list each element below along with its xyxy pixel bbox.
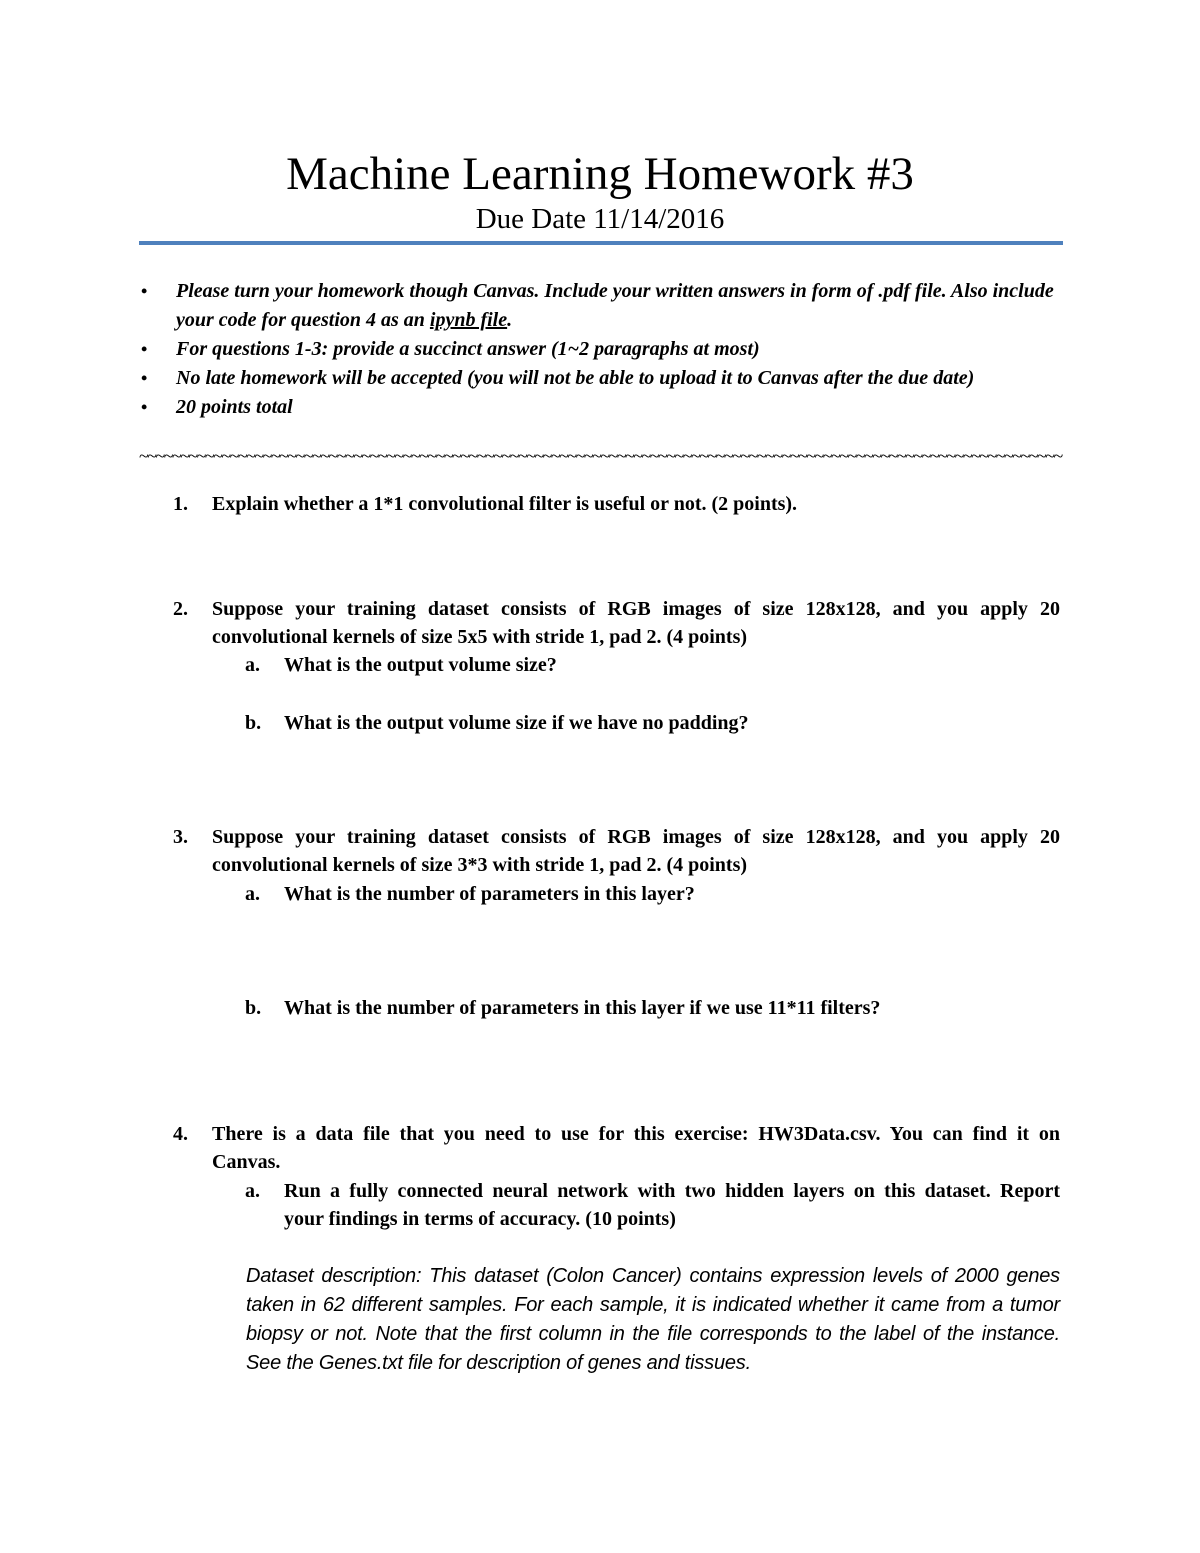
subquestion-text: What is the number of parameters in this layer? <box>284 883 695 905</box>
instruction-text: Please turn your homework though Canvas. Include your written answers in form of .pdf file. Also include your code for question 4 as an <box>176 280 1054 331</box>
page-title: Machine Learning Homework #3 <box>286 148 914 200</box>
subquestion-text: What is the number of parameters in this layer if we use 11*11 filters? <box>284 997 881 1019</box>
question-number: 4. <box>173 1123 188 1145</box>
ipynb-file-link[interactable]: ipynb file <box>429 309 508 331</box>
subquestion-label: b. <box>245 997 262 1019</box>
title-divider <box>139 241 1063 245</box>
question-text-line2: convolutional kernels of size 3*3 with stride 1, pad 2. (4 points) <box>212 854 748 876</box>
subquestion-label: a. <box>245 883 260 905</box>
question-text-line1: Suppose your training dataset consists of RGB images of size 128x128, and you apply 20 <box>212 826 1060 848</box>
question-text-line1: Suppose your training dataset consists of RGB images of size 128x128, and you apply 20 <box>212 598 1060 620</box>
subquestion-text-line1: Run a fully connected neural network with two hidden layers on this dataset. Report <box>284 1180 1060 1202</box>
subquestion-text: What is the output volume size if we have no padding? <box>284 712 749 734</box>
bullet-icon: • <box>141 397 148 417</box>
tilde-separator: ~~~~~~~~~~~~~~~~~~~~~~~~~~~~~~~~~~~~~~~~~~~~~~~~~~~~~~~~~~~~~~~~~~~~~~~~~~~~~~~~~~~~~~~~~~~~~~~~~~~~~~~~~~~~~~~~ <box>139 446 1062 466</box>
bullet-icon: • <box>141 339 148 359</box>
question-text-line2: convolutional kernels of size 5x5 with stride 1, pad 2. (4 points) <box>212 626 748 648</box>
instruction-text: No late homework will be accepted (you will not be able to upload it to Canvas after the due date) <box>176 367 975 389</box>
question-number: 1. <box>173 493 188 515</box>
bullet-icon: • <box>141 368 148 388</box>
subquestion-label: b. <box>245 712 262 734</box>
instruction-text: 20 points total <box>176 396 293 418</box>
question-text: Explain whether a 1*1 convolutional filter is useful or not. (2 points). <box>212 493 798 515</box>
question-text-line1: There is a data file that you need to use for this exercise: HW3Data.csv. You can find it on <box>212 1123 1060 1145</box>
due-date: Due Date 11/14/2016 <box>475 203 725 235</box>
subquestion-text: What is the output volume size? <box>284 654 557 676</box>
dataset-description: Dataset description: This dataset (Colon Cancer) contains expression levels of 2000 genes taken in 62 different samples. For each sample, it is indicated whether it came from a tumor biopsy or not. Note that the first column in the file corresponds to the label of the instance. See the Genes.txt file for description of genes and tissues. <box>246 1265 1060 1374</box>
instruction-text: For questions 1-3: provide a succinct answer (1~2 paragraphs at most) <box>176 338 760 360</box>
subquestion-label: a. <box>245 654 260 676</box>
question-number: 2. <box>173 598 188 620</box>
subquestion-text-line2: your findings in terms of accuracy. (10 points) <box>284 1208 676 1230</box>
bullet-icon: • <box>141 281 148 301</box>
question-number: 3. <box>173 826 188 848</box>
question-text-line2: Canvas. <box>212 1151 281 1173</box>
subquestion-label: a. <box>245 1180 260 1202</box>
instruction-text-end: . <box>507 309 513 331</box>
